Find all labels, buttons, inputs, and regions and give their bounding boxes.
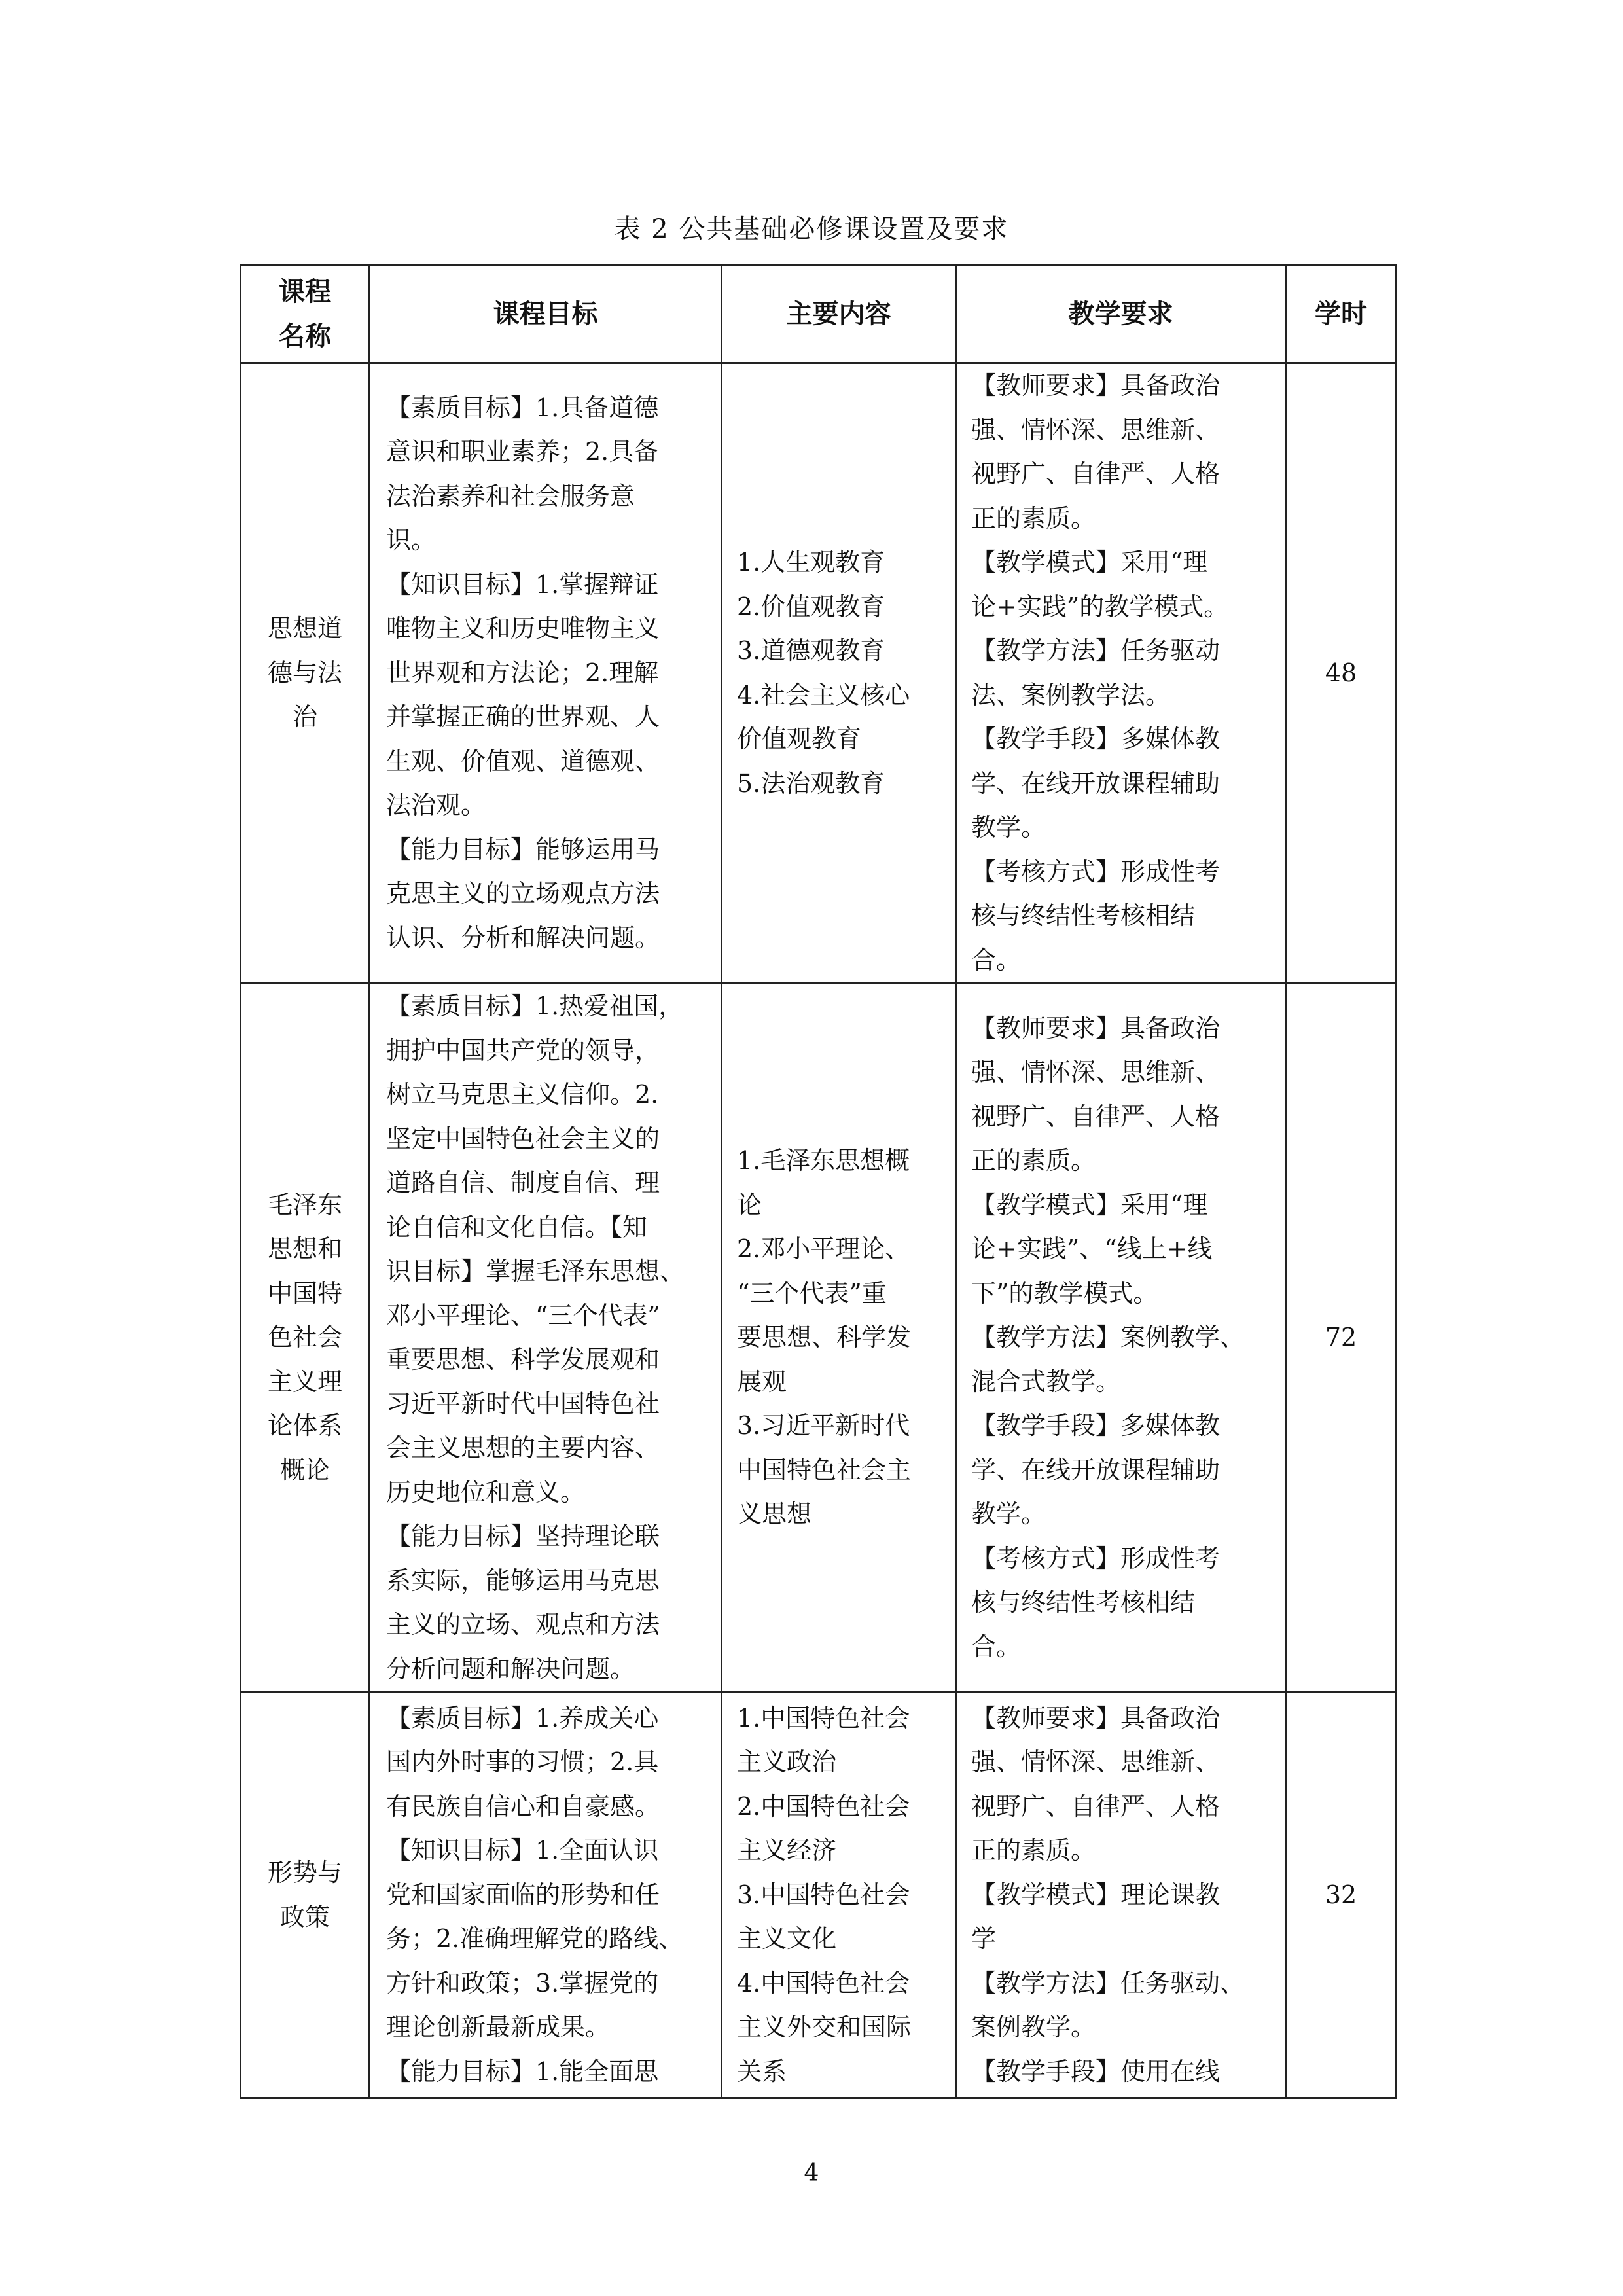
course-hours-cell — [1286, 1693, 1397, 2098]
course-name: 毛泽东 思想和 中国特 色社会 主义理 论体系 概论 — [267, 1190, 342, 1484]
course-goals-cell — [370, 984, 722, 1693]
course-name: 思想道 德与法 治 — [267, 614, 342, 732]
course-goals-cell — [370, 363, 722, 984]
course-requirements: 【教师要求】具备政治 强、情怀深、思维新、 视野广、自律严、人格 正的素质。 【教学模式】采用“理 论+实践”、“线上+线 下”的教学模式。 【教学方法】案例教学、 混合式教学。 【教学手段】多媒体教 学、在线开放课程辅助 教学。 【考核方式】形成性考 核与终结性考核相结 合。 — [971, 1013, 1245, 1661]
course-name-cell — [241, 984, 370, 1693]
course-requirements-cell — [956, 1693, 1286, 2098]
header-goals: 课程目标 — [370, 266, 722, 363]
table-row — [241, 363, 1397, 984]
table-row — [241, 1693, 1397, 2098]
course-name-cell — [241, 1693, 370, 2098]
header-content: 主要内容 — [722, 266, 956, 363]
course-goals: 【素质目标】1.养成关心 国内外时事的习惯；2.具 有民族自信心和自豪感。 【知识目标】1.全面认识 党和国家面临的形势和任 务；2.准确理解党的路线、 方针和政策；3.掌握党的 理论创新最新成果。 【能力目标】1.能全面思 — [386, 1703, 684, 2086]
course-content-cell — [722, 363, 956, 984]
course-hours-cell — [1286, 363, 1397, 984]
course-requirements: 【教师要求】具备政治 强、情怀深、思维新、 视野广、自律严、人格 正的素质。 【教学模式】理论课教 学 【教学方法】任务驱动、 案例教学。 【教学手段】使用在线 — [971, 1703, 1245, 2086]
course-requirements-cell — [956, 984, 1286, 1693]
course-table — [240, 264, 1397, 2099]
course-goals: 【素质目标】1.热爱祖国， 拥护中国共产党的领导， 树立马克思主义信仰。2. 坚定中国特色社会主义的 道路自信、制度自信、理 论自信和文化自信。【知 识目标】掌握毛泽东思想、 邓小平理论、“三个代表” 重要思想、科学发展观和 习近平新时代中国特色社 会主义思想的主要内容、 历史地位和意义。 【能力目标】坚持理论联 系实际，能够运用马克思 主义的立场、观点和方法 分析问题和解决问题。 — [386, 992, 685, 1683]
course-content: 1.人生观教育 2.价值观教育 3.道德观教育 4.社会主义核心 价值观教育 5.法治观教育 — [737, 548, 910, 798]
course-hours: 48 — [1325, 658, 1357, 687]
course-content-cell — [722, 1693, 956, 2098]
table-row — [241, 984, 1397, 1693]
course-content: 1.中国特色社会 主义政治 2.中国特色社会 主义经济 3.中国特色社会 主义文化 4.中国特色社会 主义外交和国际 关系 — [737, 1703, 912, 2086]
header-requirements: 教学要求 — [956, 266, 1286, 363]
course-hours: 72 — [1325, 1323, 1357, 1352]
course-requirements-cell — [956, 363, 1286, 984]
course-goals: 【素质目标】1.具备道德 意识和职业素养；2.具备 法治素养和社会服务意 识。 【知识目标】1.掌握辩证 唯物主义和历史唯物主义 世界观和方法论；2.理解 并掌握正确的世界观、人 生观、价值观、道德观、 法治观。 【能力目标】能够运用马 克思主义的立场观点方法 认识、分析和解决问题。 — [386, 393, 660, 952]
course-requirements: 【教师要求】具备政治 强、情怀深、思维新、 视野广、自律严、人格 正的素质。 【教学模式】采用“理 论+实践”的教学模式。 【教学方法】任务驱动 法、案例教学法。 【教学手段】多媒体教 学、在线开放课程辅助 教学。 【考核方式】形成性考 核与终结性考核相结 合。 — [971, 371, 1229, 975]
header-course-name-line-2: 名称 — [279, 321, 331, 351]
page-number: 4 — [804, 2160, 819, 2187]
course-hours-cell — [1286, 984, 1397, 1693]
table-header-row — [241, 266, 1397, 363]
course-content-cell — [722, 984, 956, 1693]
header-course-name — [241, 266, 370, 363]
course-content: 1.毛泽东思想概 论 2.邓小平理论、 “三个代表”重 要思想、科学发 展观 3.习近平新时代 中国特色社会主 义思想 — [737, 1146, 912, 1529]
header-hours: 学时 — [1286, 266, 1397, 363]
course-name: 形势与 政策 — [267, 1858, 342, 1931]
course-hours: 32 — [1325, 1880, 1357, 1909]
table-caption: 表 2 公共基础必修课设置及要求 — [614, 214, 1009, 244]
course-goals-cell — [370, 1693, 722, 2098]
header-course-name-line-1: 课程 — [279, 277, 331, 307]
course-name-cell — [241, 363, 370, 984]
